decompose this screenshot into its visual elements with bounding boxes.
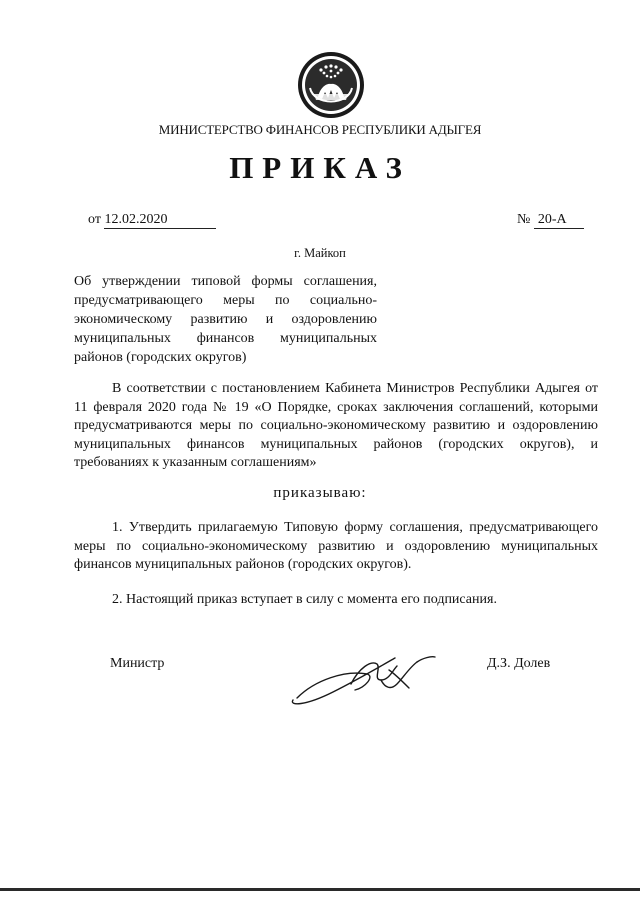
- document-subject: Об утверждении типовой формы соглашения, предусматривающего меры по социально-экономическому развитию и оздоровлению муниципальных финансов муниципальных районов (городских округов): [74, 274, 377, 365]
- scan-bottom-edge: [0, 888, 640, 891]
- number-line: [517, 212, 584, 229]
- number-prefix: №: [517, 212, 531, 227]
- signature-icon: [285, 640, 445, 712]
- order-word: приказываю:: [273, 485, 367, 501]
- preamble-paragraph: В соответствии с постановлением Кабинета Министров Республики Адыгея от 11 февраля 2020 года № 19 «О Порядке, сроках заключения соглашений, которыми предусматриваются меры по социально-экономическому развитию и оздоровлению муниципальных финансов муниципальных районов (городских округов), и требованиях к указанным соглашениям»: [74, 381, 598, 470]
- date-line: [88, 212, 216, 229]
- city-line: г. Майкоп: [294, 246, 346, 260]
- document-number: 20-А: [534, 212, 584, 229]
- document-date: 12.02.2020: [104, 212, 216, 229]
- date-prefix: от: [88, 212, 101, 227]
- signatory-position: Министр: [110, 656, 165, 671]
- ministry-name: МИНИСТЕРСТВО ФИНАНСОВ РЕСПУБЛИКИ АДЫГЕЯ: [158, 122, 482, 137]
- order-item-2: 2. Настоящий приказ вступает в силу с момента его подписания.: [112, 592, 497, 607]
- order-item-1: 1. Утвердить прилагаемую Типовую форму соглашения, предусматривающего меры по социально-экономическому развитию и оздоровлению муниципальных финансов муниципальных районов (городских округов).: [74, 520, 598, 572]
- coat-of-arms-icon: [296, 50, 366, 120]
- signatory-name: Д.З. Долев: [487, 656, 551, 671]
- document-title: ПРИКАЗ: [229, 150, 411, 185]
